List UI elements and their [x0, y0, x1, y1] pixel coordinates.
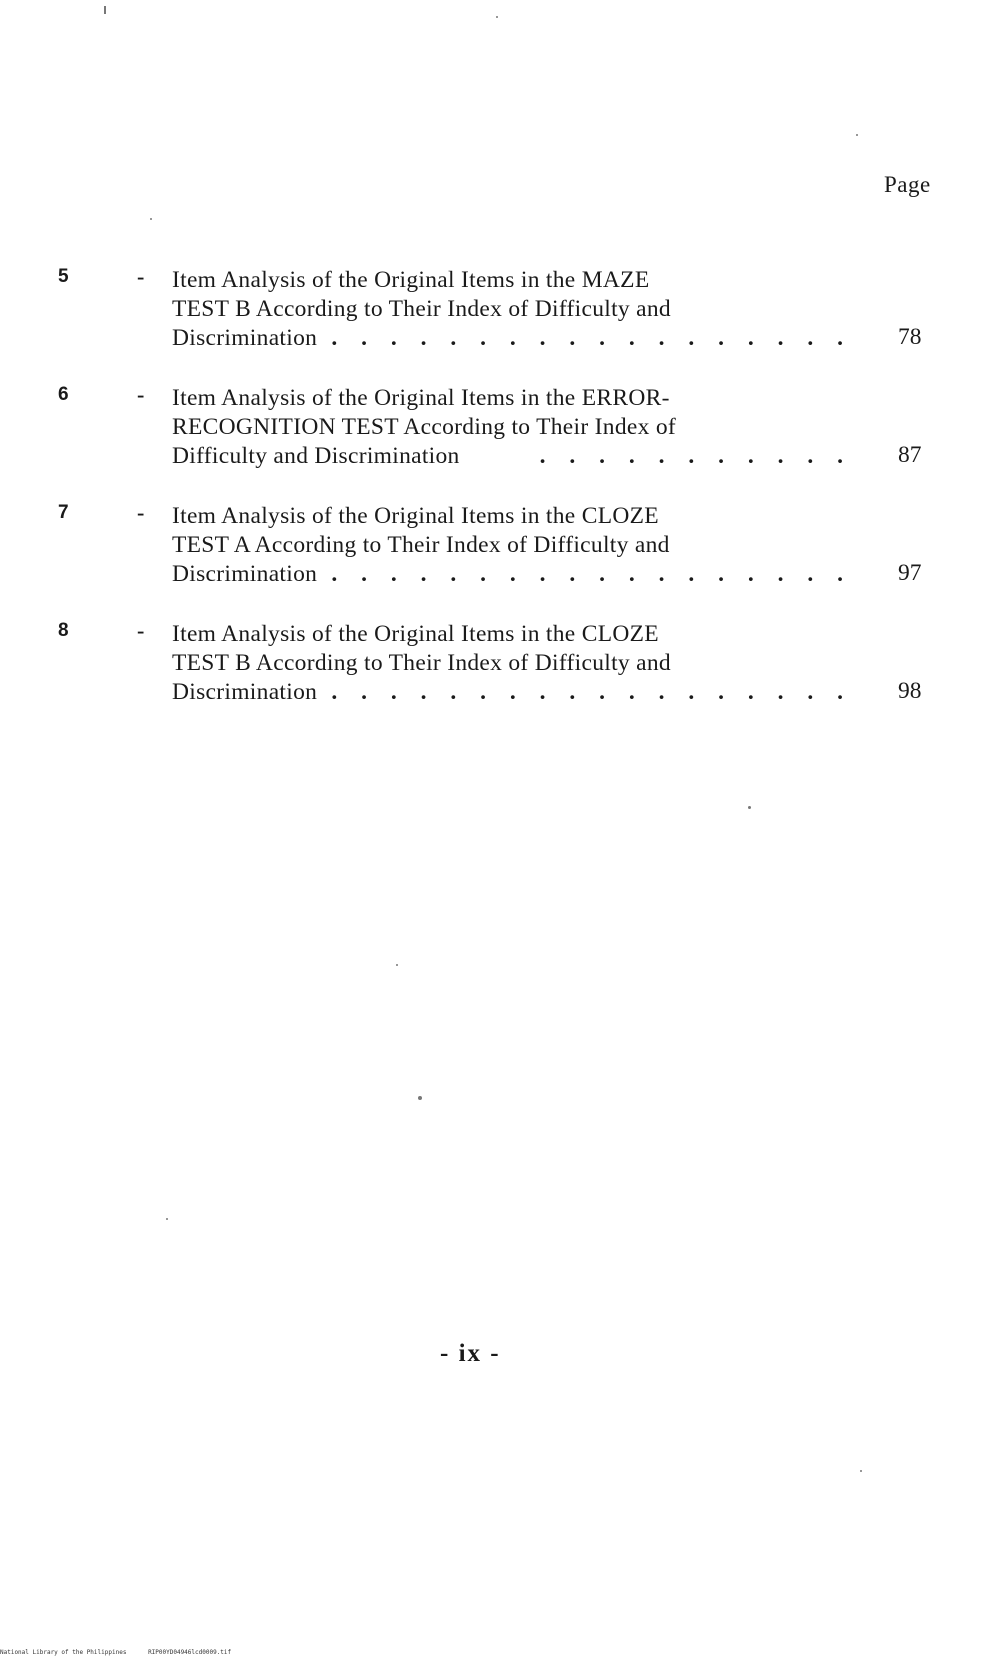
- toc-entry-8: [0, 620, 1003, 710]
- entry-title-line: Discrimination: [172, 561, 318, 587]
- entry-title-last-line: [172, 442, 852, 471]
- scan-speck: [418, 1096, 422, 1100]
- scan-speck: [860, 1470, 862, 1472]
- entry-dash: -: [137, 382, 145, 407]
- entry-dash: -: [137, 618, 145, 643]
- page-column-heading: Page: [884, 172, 931, 197]
- entry-title-last-line: [172, 560, 852, 589]
- toc-entry-7: [0, 502, 1003, 592]
- entry-page-number: 98: [898, 678, 922, 704]
- entry-title: [172, 620, 852, 707]
- entry-title-last-line: [172, 678, 852, 707]
- scan-speck: [748, 806, 751, 809]
- entry-title-line: TEST B According to Their Index of Difficulty and: [172, 650, 671, 676]
- entry-dash: -: [137, 500, 145, 525]
- dot-leaders: . . . . . . . . . . . . . . . . . .: [331, 325, 852, 351]
- scan-speck: [150, 218, 152, 220]
- dot-leaders: . . . . . . . . . . . . . . . . . .: [331, 561, 852, 587]
- entry-title-line: RECOGNITION TEST According to Their Index of: [172, 414, 677, 440]
- entry-title-line: TEST A According to Their Index of Difficulty and: [172, 532, 670, 558]
- entry-page-number: 87: [898, 442, 922, 468]
- entry-title-line: Difficulty and Discrimination: [172, 443, 460, 469]
- scan-speck: [104, 6, 106, 14]
- scan-speck: [856, 134, 858, 136]
- entry-title-line: TEST B According to Their Index of Difficulty and: [172, 296, 671, 322]
- entry-dash: -: [137, 264, 145, 289]
- entry-title-line: Item Analysis of the Original Items in the MAZE: [172, 267, 650, 293]
- entry-title: [172, 266, 852, 353]
- entry-title-line: Item Analysis of the Original Items in the CLOZE: [172, 621, 659, 647]
- entry-title-line: Item Analysis of the Original Items in the ERROR-: [172, 385, 670, 411]
- entry-title-last-line: [172, 324, 852, 353]
- entry-title-line: Item Analysis of the Original Items in the CLOZE: [172, 503, 659, 529]
- toc-entry-6: [0, 384, 1003, 474]
- entry-number: 8: [58, 620, 69, 641]
- dot-leaders: . . . . . . . . . . .: [539, 443, 852, 469]
- entry-title: [172, 502, 852, 589]
- scan-speck: [496, 16, 498, 18]
- entry-title: [172, 384, 852, 471]
- entry-page-number: 97: [898, 560, 922, 586]
- entry-number: 7: [58, 502, 69, 523]
- entry-page-number: 78: [898, 324, 922, 350]
- scan-speck: [166, 1218, 168, 1220]
- entry-number: 5: [58, 266, 69, 287]
- dot-leaders: . . . . . . . . . . . . . . . . . .: [331, 679, 852, 705]
- footer-file: RIP00YD04946lcd0009.tif: [148, 1649, 232, 1656]
- entry-title-line: Discrimination: [172, 679, 318, 705]
- toc-entry-5: [0, 266, 1003, 356]
- entry-number: 6: [58, 384, 69, 405]
- entry-title-line: Discrimination: [172, 325, 318, 351]
- scan-footer: [0, 1649, 231, 1656]
- page-folio: - ix -: [440, 1340, 501, 1367]
- footer-library: National Library of the Philippines: [0, 1649, 127, 1656]
- scan-speck: [396, 964, 398, 966]
